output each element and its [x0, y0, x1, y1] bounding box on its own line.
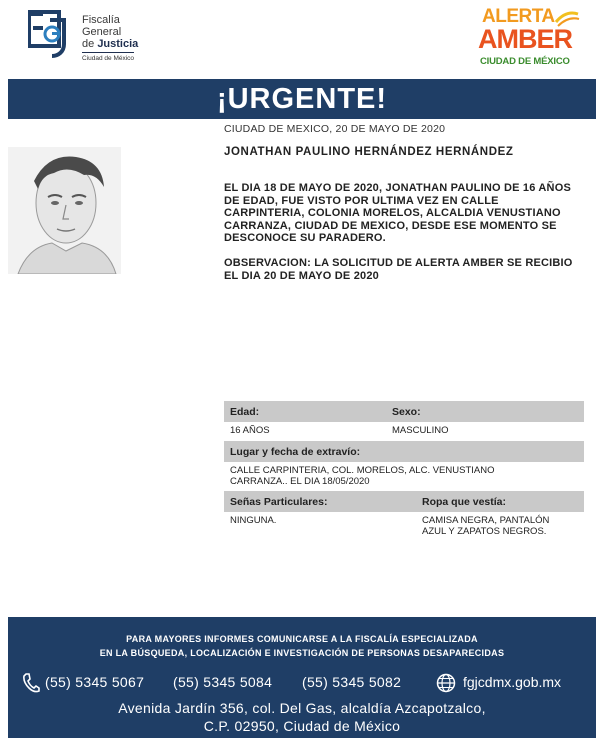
edad-label: Edad: [230, 405, 260, 418]
footer-address-1: Avenida Jardín 356, col. Del Gas, alcaldía Azcapotzalco, [118, 700, 486, 716]
details-age-sex-header [224, 401, 584, 422]
fgj-logo-text [82, 14, 138, 63]
footer-info-line-2: EN LA BÚSQUEDA, LOCALIZACIÓN E INVESTIGACIÓN DE PERSONAS DESAPARECIDAS [99, 648, 505, 658]
senas-label: Señas Particulares: [230, 495, 328, 508]
sexo-label: Sexo: [392, 405, 421, 418]
globe-icon [436, 673, 456, 693]
footer-info-line-1: PARA MAYORES INFORMES COMUNICARSE A LA FISCALÍA ESPECIALIZADA [126, 634, 478, 644]
case-description: EL DIA 18 DE MAYO DE 2020, JONATHAN PAULINO DE 16 AÑOS DE EDAD, FUE VISTO POR ULTIMA VEZ EN CALLE CARPINTERIA, COLONIA MORELOS, ALCALDIA VENUSTIANO CARRANZA, CIUDAD DE MEXICO, DESDE ESE MOMENTO SE DESCONOCE SU PARADERO. [224, 182, 571, 244]
fgj-line3-strong: Justicia [97, 38, 139, 50]
missing-person-photo [8, 147, 121, 274]
fgj-line2: General [82, 26, 122, 38]
edad-value: 16 AÑOS [230, 425, 270, 436]
person-name: JONATHAN PAULINO HERNÁNDEZ HERNÁNDEZ [224, 146, 514, 158]
details-marks-clothes-header [224, 491, 584, 512]
lugar-label: Lugar y fecha de extravío: [224, 441, 584, 462]
details-age-sex [224, 401, 584, 438]
case-observation: OBSERVACION: LA SOLICITUD DE ALERTA AMBER SE RECIBIO EL DIA 20 DE MAYO DE 2020 [224, 257, 573, 282]
phone-number-2[interactable]: (55) 5345 5084 [173, 674, 273, 690]
fgj-line3-prefix: de [82, 38, 95, 50]
fgj-logo-icon [28, 10, 80, 66]
footer-contact-row [8, 672, 596, 694]
amber-alerta-word: ALERTA [482, 6, 555, 27]
amber-swoosh-icon [554, 8, 580, 28]
details-marks-clothes [224, 491, 584, 538]
ropa-value-2: AZUL Y ZAPATOS NEGROS. [422, 526, 547, 537]
alerta-amber-logo [478, 6, 582, 70]
phone-icon [22, 673, 40, 693]
details-place [224, 441, 584, 487]
website-link[interactable]: fgjcdmx.gob.mx [463, 674, 562, 690]
fgj-line3 [82, 38, 138, 50]
amber-amber-word: AMBER [478, 24, 572, 54]
header [0, 0, 600, 78]
fgj-line1: Fiscalía [82, 14, 120, 26]
amber-ciudad-word: CIUDAD DE MÉXICO [480, 56, 570, 67]
ropa-label: Ropa que vestía: [422, 495, 507, 508]
senas-value: NINGUNA. [230, 515, 277, 526]
footer-address-2: C.P. 02950, Ciudad de México [203, 718, 401, 734]
phone-number-3[interactable]: (55) 5345 5082 [302, 674, 402, 690]
lugar-value-2: CARRANZA.. EL DIA 18/05/2020 [230, 476, 370, 487]
urgent-banner: ¡URGENTE! [8, 79, 596, 119]
report-date: CIUDAD DE MEXICO, 20 DE MAYO DE 2020 [224, 123, 446, 135]
ropa-value-1: CAMISA NEGRA, PANTALÓN [422, 515, 550, 526]
sexo-value: MASCULINO [392, 425, 449, 436]
fgj-line4: Ciudad de México [82, 52, 134, 63]
phone-number-1[interactable]: (55) 5345 5067 [45, 674, 145, 690]
lugar-value-1: CALLE CARPINTERIA, COL. MORELOS, ALC. VENUSTIANO [230, 465, 495, 476]
footer [8, 617, 596, 738]
person-photo-icon [8, 147, 121, 274]
